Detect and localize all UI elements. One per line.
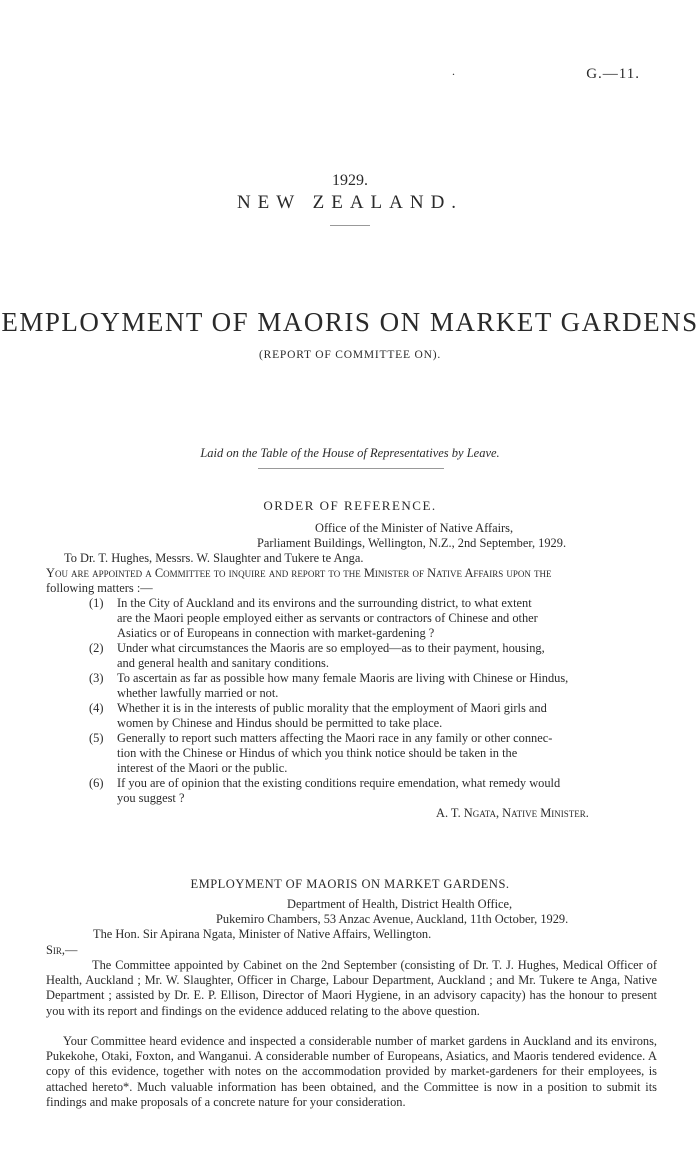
item-line: women by Chinese and Hindus should be permitted to take place. bbox=[117, 716, 443, 730]
order-heading: ORDER OF REFERENCE. bbox=[263, 498, 437, 513]
list-item bbox=[89, 701, 659, 731]
item-number: (2) bbox=[89, 641, 104, 655]
report-salutation: Sir,— bbox=[46, 943, 78, 957]
order-intro-text: You are appointed a Committee to inquire and report to the Minister of Native Affairs upon the bbox=[46, 566, 552, 580]
item-line: whether lawfully married or not. bbox=[117, 686, 279, 700]
order-signature: A. T. Ngata, Native Minister. bbox=[436, 806, 589, 820]
item-number: (4) bbox=[89, 701, 104, 715]
report-heading: EMPLOYMENT OF MAORIS ON MARKET GARDENS. bbox=[190, 877, 510, 891]
report-address-line2: Pukemiro Chambers, 53 Anzac Avenue, Auckland, 11th October, 1929. bbox=[216, 912, 569, 926]
item-number: (5) bbox=[89, 731, 104, 745]
report-recipient: The Hon. Sir Apirana Ngata, Minister of Native Affairs, Wellington. bbox=[93, 927, 432, 941]
list-item bbox=[89, 776, 659, 806]
laid-on-table-note: Laid on the Table of the House of Representatives by Leave. bbox=[200, 446, 500, 460]
year: 1929. bbox=[332, 172, 368, 189]
item-number: (3) bbox=[89, 671, 104, 685]
order-items-list bbox=[89, 596, 659, 806]
country-heading: NEW ZEALAND. bbox=[236, 192, 464, 213]
document-subtitle: (REPORT OF COMMITTEE ON). bbox=[258, 349, 442, 361]
item-line: Generally to report such matters affecting the Maori race in any family or other connec- bbox=[117, 731, 553, 745]
report-paragraph-1: The Committee appointed by Cabinet on the 2nd September (consisting of Dr. T. J. Hughes, Medical Officer of Health, Auckland ; Mr. W. Slaughter, Officer in Charge, Labour Department, Auckland ; and Mr. Tukere te Anga, Native Department ; assisted by Dr. E. P. Ellison, Director of Maori Hygiene, in an advisory capacity) has the honour to present you with its report and findings on the evidence adduced relating to the above question. bbox=[46, 958, 657, 1018]
list-item bbox=[89, 641, 659, 671]
item-line: and general health and sanitary conditions. bbox=[117, 656, 329, 670]
order-intro-line1 bbox=[46, 566, 551, 581]
item-line: To ascertain as far as possible how many female Maoris are living with Chinese or Hindus, bbox=[117, 671, 569, 685]
order-recipients: To Dr. T. Hughes, Messrs. W. Slaughter and Tukere te Anga. bbox=[64, 551, 364, 565]
list-item bbox=[89, 731, 659, 776]
item-line: are the Maori people employed either as servants or contractors of Chinese and other bbox=[117, 611, 538, 625]
order-address-line1: Office of the Minister of Native Affairs, bbox=[315, 521, 514, 535]
document-reference: G.—11. bbox=[586, 66, 640, 82]
item-number: (1) bbox=[89, 596, 104, 610]
order-intro-line2: following matters :— bbox=[46, 581, 153, 595]
item-line: In the City of Auckland and its environs and the surrounding district, to what extent bbox=[117, 596, 532, 610]
item-line: tion with the Chinese or Hindus of which you think notice should be taken in the bbox=[117, 746, 518, 760]
order-address-line2: Parliament Buildings, Wellington, N.Z., 2nd September, 1929. bbox=[257, 536, 567, 550]
item-number: (6) bbox=[89, 776, 104, 790]
item-line: interest of the Maori or the public. bbox=[117, 761, 288, 775]
document-title: EMPLOYMENT OF MAORIS ON MARKET GARDENS bbox=[1, 307, 699, 337]
item-line: Whether it is in the interests of public morality that the employment of Maori girls and bbox=[117, 701, 547, 715]
list-item bbox=[89, 671, 659, 701]
item-line: Under what circumstances the Maoris are so employed—as to their payment, housing, bbox=[117, 641, 545, 655]
item-line: you suggest ? bbox=[117, 791, 185, 805]
report-paragraph-2: Your Committee heard evidence and inspected a considerable number of market gardens in Auckland and its environs, Pukekohe, Otaki, Foxton, and Wanganui. A considerable number of Europeans, Asiatics, and Maoris tendered evidence. A copy of this evidence, together with notes on the accommodation provided by market-gardeners for their employees, is attached hereto*. Much valuable information has been obtained, and the Committee is now in a position to submit its findings and make proposals of a concrete nature for your consideration. bbox=[46, 1034, 657, 1109]
item-line: Asiatics or of Europeans in connection with market-gardening ? bbox=[117, 626, 435, 640]
divider-rule bbox=[330, 225, 370, 226]
divider-rule bbox=[258, 468, 444, 469]
report-address-line1: Department of Health, District Health Office, bbox=[287, 897, 513, 911]
item-line: If you are of opinion that the existing conditions require emendation, what remedy would bbox=[117, 776, 561, 790]
list-item bbox=[89, 596, 659, 641]
header-dot: . bbox=[452, 64, 455, 78]
